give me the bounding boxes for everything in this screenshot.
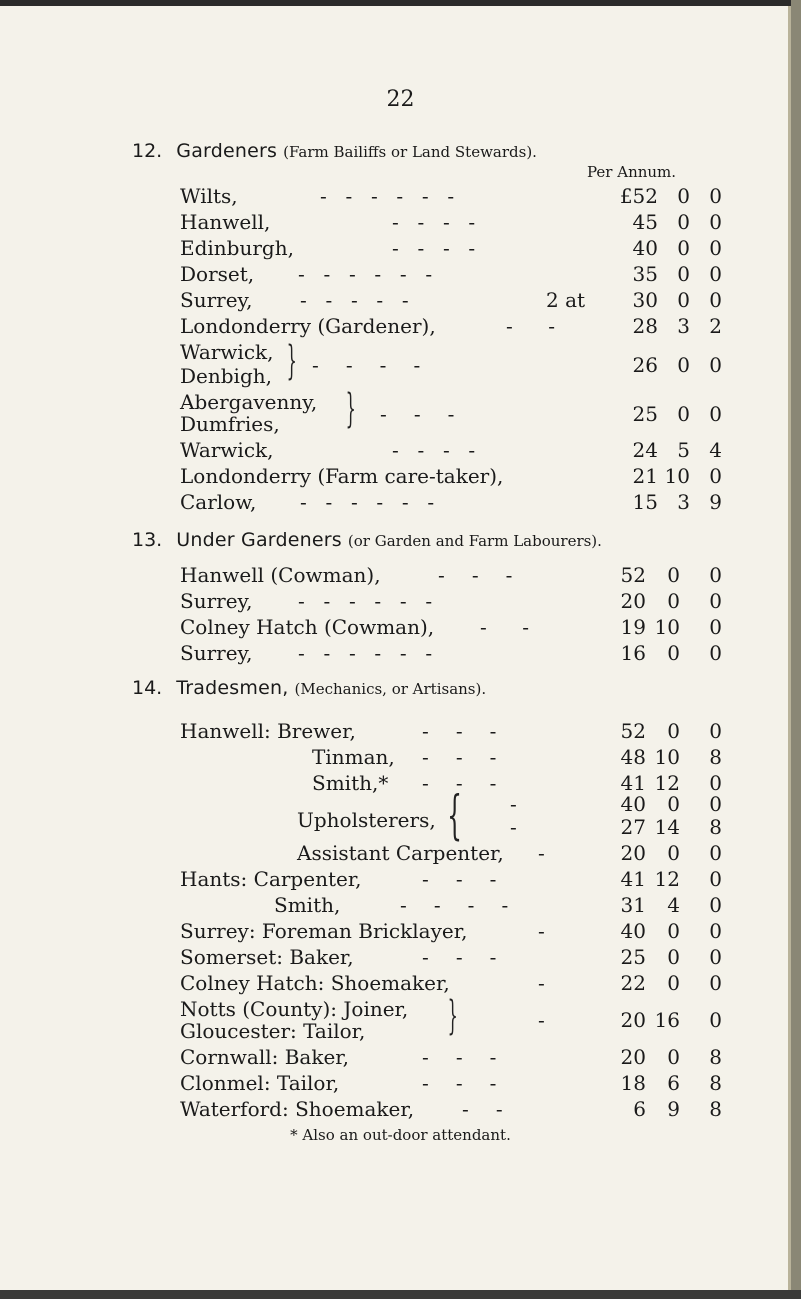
leader-dashes: - - - - -: [300, 288, 411, 312]
pounds: 40: [620, 792, 646, 816]
row-name: Surrey,: [180, 589, 253, 613]
pounds: 22: [620, 971, 646, 995]
pence: 0: [709, 236, 722, 260]
table-row-values: [0, 815, 801, 839]
pounds: 41: [620, 867, 646, 891]
table-row: [0, 719, 801, 743]
shillings: 9: [667, 1097, 680, 1121]
pounds: 15: [632, 490, 658, 514]
table-row: [0, 745, 801, 769]
leader-dashes: - -: [480, 615, 531, 639]
pence: 0: [709, 288, 722, 312]
shillings: 14: [654, 815, 680, 839]
row-name: Edinburgh,: [180, 236, 294, 260]
row-name: Warwick,: [180, 340, 274, 364]
pounds: 26: [632, 353, 658, 377]
table-row: [0, 615, 801, 639]
table-row: [0, 438, 801, 462]
section-title: Tradesmen,: [176, 677, 289, 699]
pounds: £52: [619, 184, 658, 208]
row-name: Colney Hatch (Cowman),: [180, 615, 435, 639]
row-name: Assistant Carpenter,: [297, 841, 504, 865]
table-row: [0, 893, 801, 917]
pence: 0: [709, 841, 722, 865]
leader-dashes: - - -: [422, 771, 499, 795]
pounds: 41: [620, 771, 646, 795]
pence: 8: [709, 745, 722, 769]
leader-dashes: - - - -: [392, 236, 478, 260]
pence: 0: [709, 464, 722, 488]
shillings: 10: [654, 615, 680, 639]
pence: 2: [709, 314, 722, 338]
section-title: Under Gardeners: [176, 529, 342, 551]
left-brace: {: [447, 786, 462, 846]
pence: 0: [709, 945, 722, 969]
shillings: 0: [667, 719, 680, 743]
bottom-rule: [0, 1290, 801, 1299]
pence: 0: [709, 971, 722, 995]
pence: 0: [709, 919, 722, 943]
pounds: 20: [620, 1045, 646, 1069]
footnote: * Also an out-door attendant.: [290, 1126, 511, 1144]
shillings: 10: [664, 464, 690, 488]
row-name: Londonderry (Farm care-taker),: [180, 464, 504, 488]
section-subtitle: (Farm Bailiffs or Land Stewards).: [283, 143, 537, 161]
pounds: 52: [620, 563, 646, 587]
shillings: 0: [667, 841, 680, 865]
row-name: Cornwall: Baker,: [180, 1045, 350, 1069]
pence: 8: [709, 1097, 722, 1121]
pence: 0: [709, 641, 722, 665]
row-name-second: Dumfries,: [180, 412, 280, 436]
row-name: Waterford: Shoemaker,: [180, 1097, 415, 1121]
pounds: 24: [632, 438, 658, 462]
row-name: Surrey: Foreman Bricklayer,: [180, 919, 468, 943]
pence: 0: [709, 893, 722, 917]
pounds: 40: [632, 236, 658, 260]
shillings: 0: [667, 563, 680, 587]
shillings: 3: [677, 314, 690, 338]
shillings: 0: [667, 641, 680, 665]
pounds: 28: [632, 314, 658, 338]
row-name: Hants: Carpenter,: [180, 867, 362, 891]
pounds: 31: [620, 893, 646, 917]
section-number: 12.: [132, 140, 163, 162]
shillings: 0: [667, 971, 680, 995]
table-row-values: [0, 402, 801, 426]
leader-dashes: - - - -: [392, 438, 478, 462]
section-subtitle: (or Garden and Farm Labourers).: [347, 532, 602, 550]
table-row: [0, 464, 801, 488]
row-name: Notts (County): Joiner,: [180, 997, 409, 1021]
shillings: 0: [677, 236, 690, 260]
row-name: Clonmel: Tailor,: [180, 1071, 340, 1095]
pounds: 18: [620, 1071, 646, 1095]
pounds: 27: [620, 815, 646, 839]
shillings: 4: [667, 893, 680, 917]
row-name: Hanwell: Brewer,: [180, 719, 356, 743]
pence: 0: [709, 792, 722, 816]
shillings: 0: [677, 210, 690, 234]
table-row: [0, 490, 801, 514]
pence: 0: [709, 615, 722, 639]
pence: 0: [709, 1008, 722, 1032]
table-row-values: [0, 792, 801, 816]
leader-dashes: -: [510, 815, 519, 839]
section-14-heading: [132, 677, 486, 699]
table-row: [0, 945, 801, 969]
row-name: Warwick,: [180, 438, 274, 462]
leader-dashes: -: [538, 919, 547, 943]
table-row-values: [0, 353, 801, 377]
table-row: [0, 262, 801, 286]
leader-dashes: - -: [506, 314, 557, 338]
leader-dashes: - - -: [422, 719, 499, 743]
row-name: Londonderry (Gardener),: [180, 314, 436, 338]
shillings: 0: [667, 792, 680, 816]
shillings: 0: [677, 288, 690, 312]
section-title: Gardeners: [176, 140, 278, 162]
pounds: 25: [620, 945, 646, 969]
shillings: 0: [677, 402, 690, 426]
pounds: 48: [620, 745, 646, 769]
shillings: 6: [667, 1071, 680, 1095]
pounds: 16: [620, 641, 646, 665]
leader-dashes: - - -: [422, 1071, 499, 1095]
pounds: 35: [632, 262, 658, 286]
table-row: [0, 1045, 801, 1069]
right-brace: }: [345, 386, 356, 432]
row-name: Smith,: [274, 893, 341, 917]
leader-dashes: - - - - - -: [298, 262, 435, 286]
pounds: 25: [632, 402, 658, 426]
leader-dashes: - - -: [380, 402, 457, 426]
row-name: Carlow,: [180, 490, 257, 514]
pounds: 45: [632, 210, 658, 234]
leader-dashes: - - - - - -: [298, 641, 435, 665]
pence: 0: [709, 262, 722, 286]
pence: 0: [709, 353, 722, 377]
right-brace: }: [286, 338, 297, 384]
page-number: 22: [386, 87, 415, 112]
row-name: Dorset,: [180, 262, 255, 286]
row-name-second: Denbigh,: [180, 364, 272, 388]
row-name-second: Gloucester: Tailor,: [180, 1019, 366, 1043]
shillings: 0: [677, 262, 690, 286]
section-12-heading: [132, 140, 537, 162]
per-annum-label: Per Annum.: [587, 163, 677, 181]
table-row: [0, 1097, 801, 1121]
table-row: [0, 236, 801, 260]
pence: 0: [709, 719, 722, 743]
table-row: [0, 184, 801, 208]
leader-dashes: -: [538, 841, 547, 865]
top-rule: [0, 0, 801, 6]
leader-dashes: - - -: [438, 563, 515, 587]
pence: 8: [709, 815, 722, 839]
pence: 0: [709, 771, 722, 795]
right-brace: }: [447, 993, 458, 1039]
shillings: 0: [677, 184, 690, 208]
table-row: [0, 867, 801, 891]
section-subtitle: (Mechanics, or Artisans).: [294, 680, 487, 698]
leader-dashes: - - - -: [400, 893, 511, 917]
pounds: 40: [620, 919, 646, 943]
row-name: Surrey,: [180, 641, 253, 665]
leader-dashes: - -: [462, 1097, 505, 1121]
row-name: Hanwell (Cowman),: [180, 563, 381, 587]
pence: 0: [709, 563, 722, 587]
pounds: 30: [632, 288, 658, 312]
leader-dashes: - - -: [422, 745, 499, 769]
table-row: [0, 288, 801, 312]
row-name: Tinman,: [312, 745, 395, 769]
row-name: Colney Hatch: Shoemaker,: [180, 971, 450, 995]
shillings: 0: [677, 353, 690, 377]
pence: 0: [709, 867, 722, 891]
table-row: [0, 971, 801, 995]
row-name: Upholsterers,: [297, 808, 436, 832]
table-row-values: [0, 1008, 801, 1032]
leader-dashes: - - - - - -: [300, 490, 437, 514]
section-number: 13.: [132, 529, 163, 551]
table-row: [0, 210, 801, 234]
pence: 0: [709, 402, 722, 426]
shillings: 16: [654, 1008, 680, 1032]
leader-dashes: -: [538, 1008, 547, 1032]
pounds: 21: [632, 464, 658, 488]
pence: 9: [709, 490, 722, 514]
pence: 0: [709, 589, 722, 613]
pence: 8: [709, 1071, 722, 1095]
shillings: 5: [677, 438, 690, 462]
section-number: 14.: [132, 677, 163, 699]
section-13-heading: [132, 529, 602, 551]
pounds: 20: [620, 1008, 646, 1032]
leader-dashes: - - - -: [392, 210, 478, 234]
pence: 0: [709, 210, 722, 234]
pence: 0: [709, 184, 722, 208]
shillings: 10: [654, 745, 680, 769]
row-name: Somerset: Baker,: [180, 945, 354, 969]
row-name: Hanwell,: [180, 210, 271, 234]
pounds: 20: [620, 589, 646, 613]
leader-dashes: -: [538, 971, 547, 995]
row-name: Surrey,: [180, 288, 253, 312]
leader-dashes: -: [510, 792, 519, 816]
leader-dashes: - - - - - -: [320, 184, 457, 208]
shillings: 0: [667, 1045, 680, 1069]
leader-dashes: - - -: [422, 867, 499, 891]
pence: 8: [709, 1045, 722, 1069]
leader-dashes: - - -: [422, 1045, 499, 1069]
row-name: Smith,*: [312, 771, 389, 795]
pounds: 6: [633, 1097, 646, 1121]
table-row: [0, 563, 801, 587]
shillings: 12: [654, 867, 680, 891]
shillings: 0: [667, 919, 680, 943]
pounds: 19: [620, 615, 646, 639]
row-name: Wilts,: [180, 184, 238, 208]
pounds: 20: [620, 841, 646, 865]
leader-dashes: - - -: [422, 945, 499, 969]
shillings: 12: [654, 771, 680, 795]
shillings: 0: [667, 589, 680, 613]
table-row: [0, 1071, 801, 1095]
table-row: [0, 314, 801, 338]
quantity-note: 2 at: [546, 288, 586, 312]
pence: 4: [709, 438, 722, 462]
table-row: [0, 641, 801, 665]
table-row: [0, 919, 801, 943]
leader-dashes: - - - - - -: [298, 589, 435, 613]
shillings: 3: [677, 490, 690, 514]
pounds: 52: [620, 719, 646, 743]
row-name: Abergavenny,: [180, 390, 318, 414]
leader-dashes: - - - -: [312, 353, 423, 377]
table-row: [0, 841, 801, 865]
shillings: 0: [667, 945, 680, 969]
table-row: [0, 589, 801, 613]
